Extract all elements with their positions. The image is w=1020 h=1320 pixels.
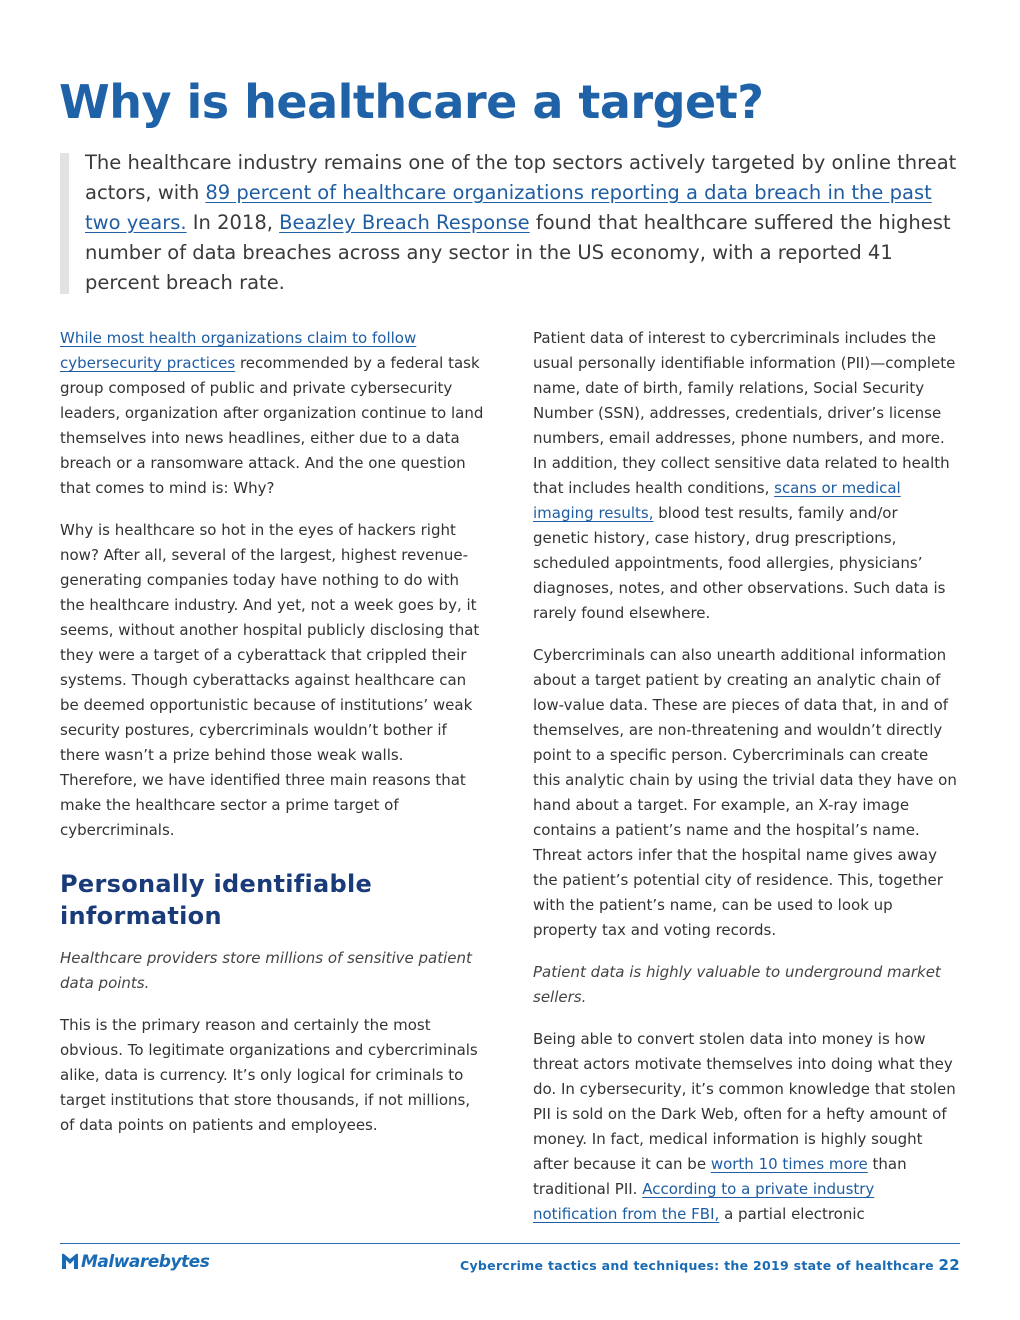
left-italic-summary: Healthcare providers store millions of sensitive patient data points.	[60, 949, 472, 992]
paragraph-text: a partial electronic	[719, 1205, 865, 1223]
page-title: Why is healthcare a target?	[59, 75, 764, 129]
right-column	[533, 326, 958, 1244]
link-cybersecurity-practices[interactable]: While most health organizations claim to follow cybersecurity practices	[60, 329, 417, 372]
footer-caption	[460, 1256, 960, 1274]
left-paragraph-3: This is the primary reason and certainly the most obvious. To legitimate organizations and cybercriminals alike, data is currency. It’s only logical for criminals to target institutions that store thousands, if not millions, of data points on patients and employees.	[60, 1016, 478, 1134]
footer-title: Cybercrime tactics and techniques: the 2019 state of healthcare	[460, 1258, 934, 1273]
malwarebytes-m-icon	[60, 1252, 80, 1270]
intro-text: In 2018,	[186, 211, 280, 234]
section-heading-pii: Personally identifiable information	[60, 870, 373, 930]
right-paragraph-3	[533, 1027, 958, 1227]
left-column	[60, 326, 485, 1155]
link-89-percent-breach[interactable]: 89 percent of healthcare organizations reporting a data breach in the past two years.	[85, 181, 932, 234]
paragraph-text: Being able to convert stolen data into money is how threat actors motivate themselves into doing what they do. In cybersecurity, it’s common knowledge that stolen PII is sold on the Dark Web, often for a hefty amount of money. In fact, medical information is highly sought after because it can be	[533, 1030, 956, 1173]
right-paragraph-1	[533, 326, 958, 626]
paragraph-text: recommended by a federal task group composed of public and private cybersecurity leaders, organization after organization continue to land themselves into news headlines, either due to a data breach or a ransomware attack. And the one question that comes to mind is: Why?	[60, 354, 484, 497]
intro-text: The healthcare industry remains one of the top sectors actively targeted by online threat actors, with	[85, 151, 957, 204]
paragraph-text: than traditional PII.	[533, 1155, 907, 1198]
intro-text: found that healthcare suffered the highest number of data breaches across any sector in the US economy, with a reported 41 percent breach rate.	[85, 211, 951, 294]
left-paragraph-1	[60, 326, 485, 501]
link-fbi-notification[interactable]: According to a private industry notification from the FBI,	[533, 1180, 875, 1223]
left-paragraph-2: Why is healthcare so hot in the eyes of hackers right now? After all, several of the largest, highest revenue-generating companies today have nothing to do with the healthcare industry. And yet, not a week goes by, it seems, without another hospital publicly disclosing that they were a target of a cyberattack that crippled their systems. Though cyberattacks against healthcare can be deemed opportunistic because of institutions’ weak security postures, cybercriminals wouldn’t bother if there wasn’t a prize behind those weak walls. Therefore, we have identified three main reasons that make the healthcare sector a prime target of cybercriminals.	[60, 521, 480, 839]
footer-divider	[60, 1243, 960, 1244]
link-beazley-breach-response[interactable]: Beazley Breach Response	[279, 211, 530, 234]
paragraph-text: Patient data of interest to cybercriminals includes the usual personally identifiable information (PII)—complete name, date of birth, family relations, Social Security Number (SSN), addresses, credentials, driver’s license numbers, email addresses, phone numbers, and more. In addition, they collect sensitive data related to health that includes health conditions,	[533, 329, 956, 497]
page-number: 22	[938, 1256, 960, 1274]
right-paragraph-2: Cybercriminals can also unearth additional information about a target patient by creating an analytic chain of low-value data. These are pieces of data that, in and of themselves, are non-threatening and wouldn’t directly point to a specific person. Cybercriminals can create this analytic chain by using the trivial data they have on hand about a target. For example, an X-ray image contains a patient’s name and the hospital’s name. Threat actors infer that the hospital name gives away the patient’s potential city of residence. This, together with the patient’s name, can be used to look up property tax and voting records.	[533, 646, 957, 939]
logo-text: Malwarebytes	[81, 1252, 210, 1272]
link-worth-10-times[interactable]: worth 10 times more	[710, 1155, 868, 1173]
right-italic-summary: Patient data is highly valuable to underground market sellers.	[533, 963, 941, 1006]
paragraph-text: blood test results, family and/or genetic history, case history, drug prescriptions, scheduled appointments, food allergies, physicians’ diagnoses, notes, and other observations. Such data is rarely found elsewhere.	[533, 504, 946, 622]
link-scans-imaging[interactable]: scans or medical imaging results,	[533, 479, 901, 522]
malwarebytes-logo	[60, 1252, 209, 1272]
pullquote-bar	[60, 153, 69, 294]
intro-paragraph	[85, 148, 965, 298]
